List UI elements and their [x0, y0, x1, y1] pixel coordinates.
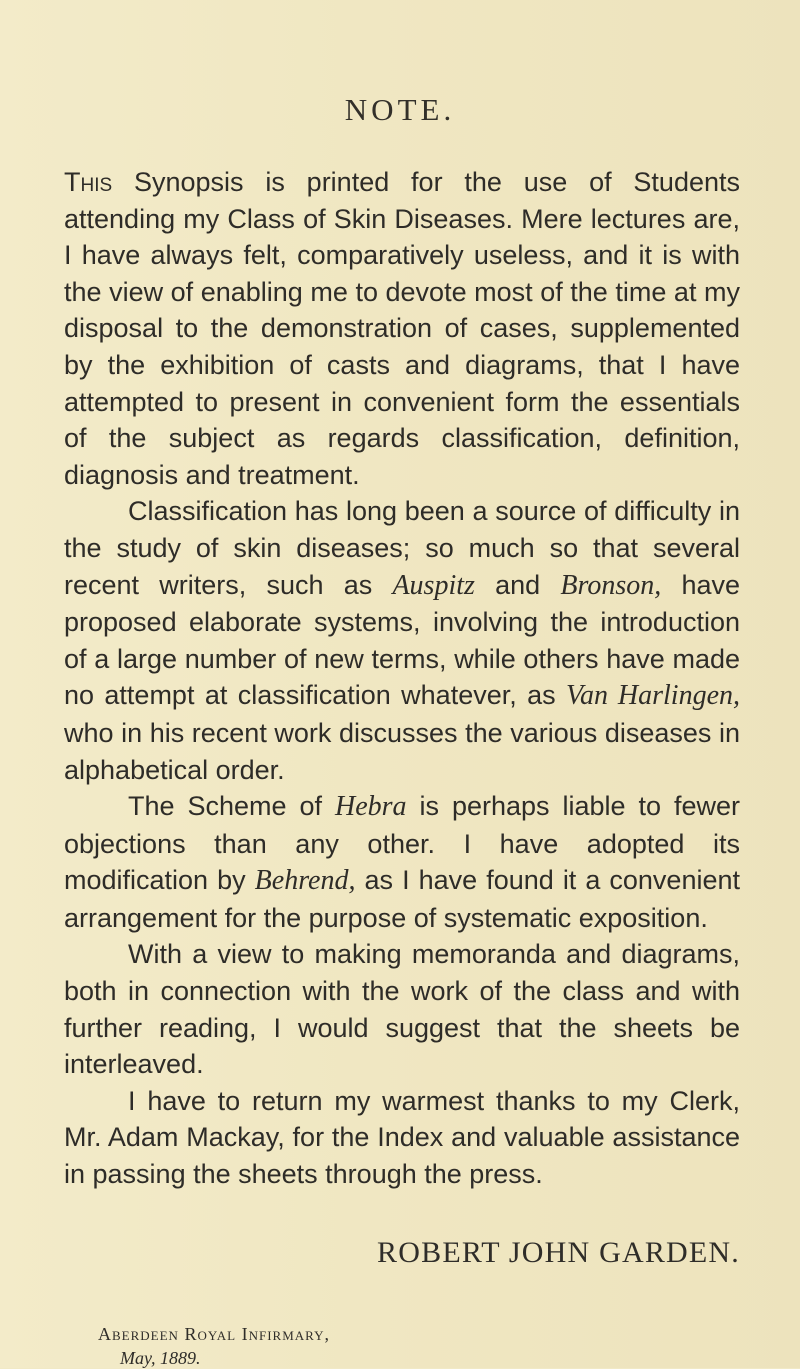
paragraph-2-text-d: who in his recent work discusses the various diseases in alphabetical order. [64, 717, 740, 785]
paragraph-1-text: Synopsis is printed for the use of Students attending my Class of Skin Diseases. Mere lectures are, I have always felt, comparatively useless, and it is with the view of enabling me to devote most of the time at my disposal to the demonstration of cases, supplemented by the exhibition of casts and diagrams, that I have attempted to present in convenient form the essentials of the subject as regards classification, definition, diagnosis and treatment. [64, 167, 740, 490]
institution-name: Aberdeen Royal Infirmary, [98, 1324, 331, 1344]
author-van-harlingen: Van Harlingen, [566, 680, 740, 712]
paragraph-2-text-a: Classification has long been a source of difficulty in the study of skin diseases; so much so that several recent writers, such as [64, 496, 740, 600]
author-auspitz: Auspitz [392, 569, 475, 601]
publication-date: May, 1889. [120, 1348, 201, 1368]
note-body [64, 164, 740, 1193]
paragraph-5: I have to return my warmest thanks to my Clerk, Mr. Adam Mackay, for the Index and valuable assistance in passing the sheets through the press. [64, 1085, 740, 1190]
paragraph-2-text-b: and [474, 569, 561, 600]
paragraph-3 [64, 788, 740, 936]
author-behrend: Behrend, [254, 865, 356, 897]
author-bronson: Bronson, [560, 569, 662, 601]
lead-word: This [64, 167, 113, 197]
paragraph-3-text-a: The Scheme of [128, 791, 335, 822]
paragraph-1 [64, 164, 740, 493]
page-title: NOTE. [344, 92, 456, 127]
paragraph-3-text-c: as I have found it a convenient arrangement for the purpose of systematic exposition. [64, 865, 740, 933]
paragraph-2-text-c: have proposed elaborate systems, involving the introduction of a large number of new terms, while others have made no attempt at classification whatever, as [64, 569, 740, 711]
paragraph-3-text-b: is perhaps liable to fewer objections than any other. I have adopted its modification by [64, 791, 740, 896]
author-signature: ROBERT JOHN GARDEN. [377, 1236, 740, 1269]
paragraph-4: With a view to making memoranda and diagrams, both in connection with the work of the class and with further reading, I would suggest that the sheets be interleaved. [64, 939, 740, 1080]
paragraph-2 [64, 493, 740, 788]
author-hebra: Hebra [334, 791, 407, 823]
